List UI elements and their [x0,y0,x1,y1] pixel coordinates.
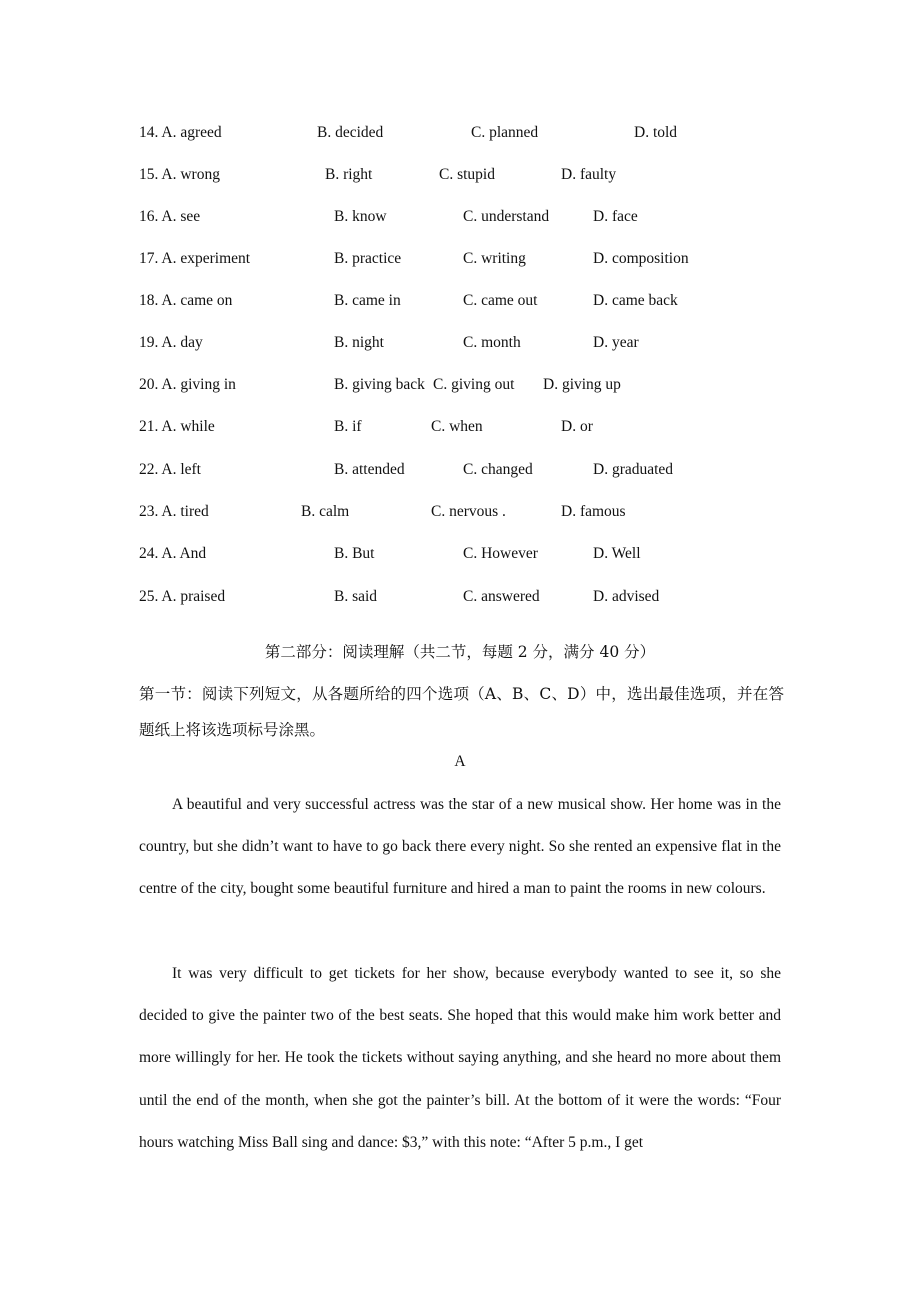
option-d: D. Well [593,545,641,562]
option-a: 24. A. And [139,545,207,562]
option-d: D. came back [593,292,678,309]
option-d: D. told [634,124,678,141]
option-c: C. changed [463,461,533,478]
option-c: C. stupid [439,166,495,183]
option-b: B. know [334,208,387,225]
option-c: C. came out [463,292,538,309]
option-c: C. answered [463,588,540,605]
option-b: B. practice [334,250,402,267]
option-c: C. month [463,334,521,351]
option-b: B. said [334,588,378,605]
option-a: 25. A. praised [139,588,226,605]
option-a: 17. A. experiment [139,250,251,267]
option-a: 15. A. wrong [139,166,220,183]
question-row-17 [0,247,920,271]
option-a: 20. A. giving in [139,376,236,393]
option-a: 23. A. tired [139,503,209,520]
question-row-21 [0,415,920,439]
option-d: D. faulty [561,166,617,183]
passage-label: A [454,753,466,770]
option-a: 16. A. see [139,208,201,225]
option-d: D. advised [593,588,660,605]
option-c: C. planned [471,124,539,141]
option-b: B. attended [334,461,405,478]
option-b: B. calm [301,503,350,520]
option-a: 22. A. left [139,461,201,478]
option-b: B. came in [334,292,401,309]
option-d: D. composition [593,250,689,267]
option-a: 14. A. agreed [139,124,222,141]
option-d: D. famous [561,503,626,520]
question-row-16 [0,205,920,229]
option-b: B. if [334,418,362,435]
question-row-25 [0,585,920,609]
option-d: D. giving up [543,376,621,393]
question-row-24 [0,542,920,566]
question-row-23 [0,500,920,524]
option-d: D. graduated [593,461,674,478]
option-c: C. when [431,418,483,435]
passage-paragraph: It was very difficult to get tickets for her show, because everybody wanted to see it, so she decided to give the painter two of the best seats. She hoped that this would make him work better and more willingly for her. He took the tickets without saying anything, and she heard no more about them until the end of the month, when she got the painter’s bill. At the bottom of it were the words: “Four hours watching Miss Ball sing and dance: $3,” with this note: “After 5 p.m., I get [139,965,781,1151]
section-title: 第二部分：阅读理解（共二节，每题 2 分，满分 40 分） [264,643,656,661]
option-b: B. giving back [334,376,425,393]
option-d: D. face [593,208,638,225]
question-row-14 [0,121,920,145]
passage-paragraph: A beautiful and very successful actress was the star of a new musical show. Her home was in the country, but she didn’t want to have to go back there every night. So she rented an expensive flat in the centre of the city, bought some beautiful furniture and hired a man to paint the rooms in new colours. [139,796,781,898]
question-row-18 [0,289,920,313]
option-b: B. right [325,166,373,183]
option-d: D. or [561,418,593,435]
option-c: C. writing [463,250,526,267]
option-c: C. understand [463,208,550,225]
question-row-19 [0,331,920,355]
option-b: B. decided [317,124,384,141]
option-a: 19. A. day [139,334,203,351]
option-c: C. giving out [433,376,515,393]
question-row-22 [0,458,920,482]
section-instruction: 第一节：阅读下列短文，从各题所给的四个选项（A、B、C、D）中，选出最佳选项，并在答题纸上将该选项标号涂黑。 [139,685,784,739]
question-row-20 [0,373,920,397]
option-b: B. night [334,334,384,351]
option-a: 21. A. while [139,418,215,435]
option-a: 18. A. came on [139,292,233,309]
option-c: C. However [463,545,538,562]
option-b: B. But [334,545,375,562]
option-d: D. year [593,334,639,351]
option-c: C. nervous . [431,503,506,520]
question-row-15 [0,163,920,187]
